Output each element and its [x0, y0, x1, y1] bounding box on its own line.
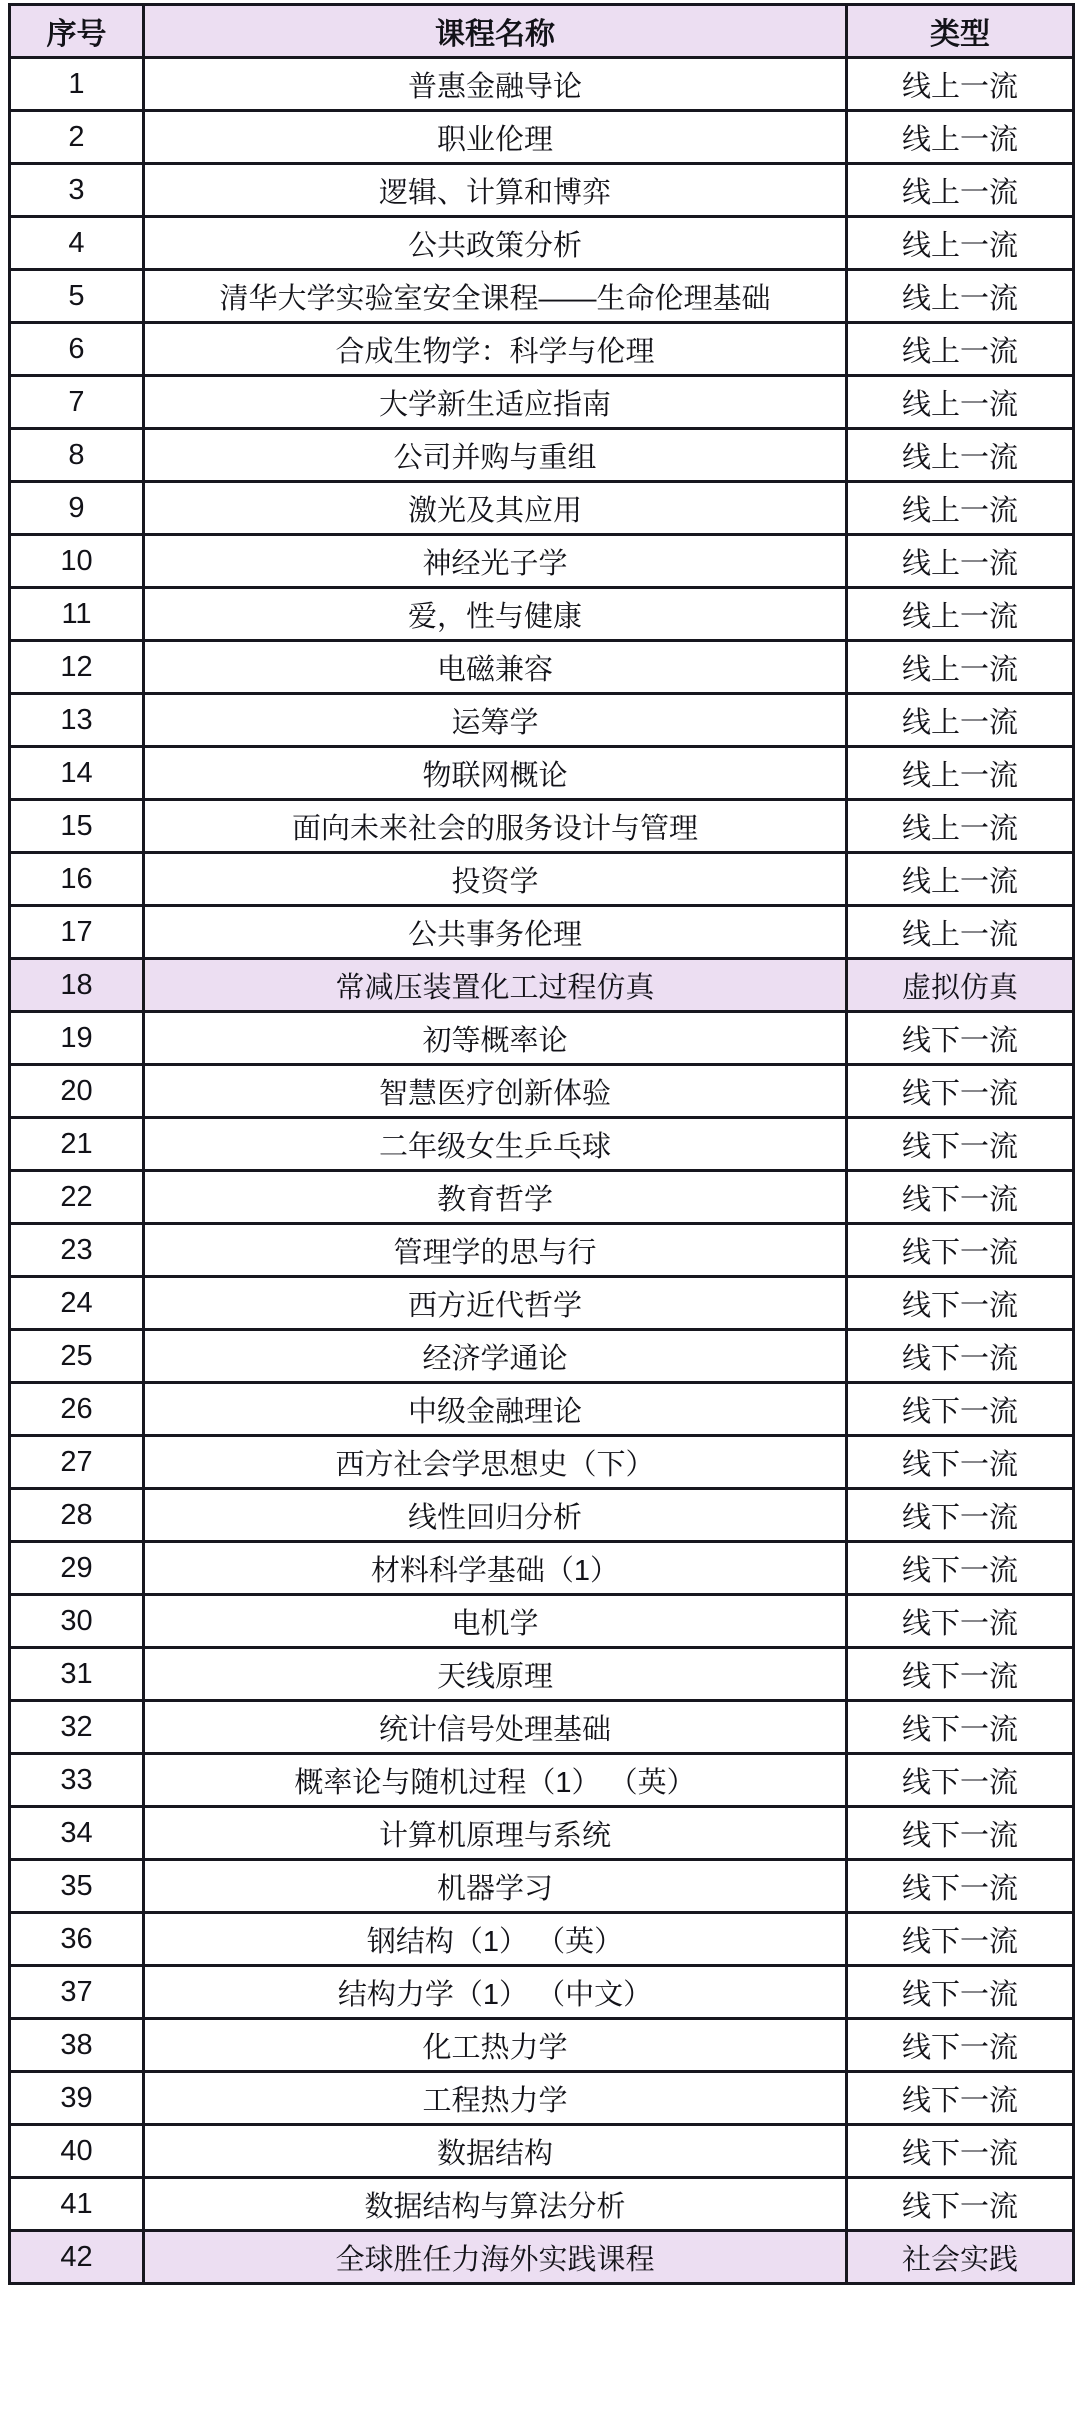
- cell-no: 39: [10, 2072, 144, 2125]
- cell-no: 32: [10, 1701, 144, 1754]
- cell-name: 钢结构（1） （英）: [144, 1913, 847, 1966]
- cell-name: 中级金融理论: [144, 1383, 847, 1436]
- table-row: [10, 1171, 1074, 1224]
- cell-name: 常减压装置化工过程仿真: [144, 959, 847, 1012]
- cell-no: 7: [10, 376, 144, 429]
- cell-type: 线上一流: [847, 800, 1074, 853]
- cell-type: 线上一流: [847, 747, 1074, 800]
- cell-type: 线上一流: [847, 482, 1074, 535]
- cell-no: 20: [10, 1065, 144, 1118]
- cell-name: 智慧医疗创新体验: [144, 1065, 847, 1118]
- cell-type: 线下一流: [847, 1860, 1074, 1913]
- cell-type: 线下一流: [847, 2178, 1074, 2231]
- cell-type: 线下一流: [847, 1648, 1074, 1701]
- table-row: [10, 270, 1074, 323]
- table-row: [10, 1595, 1074, 1648]
- cell-name: 计算机原理与系统: [144, 1807, 847, 1860]
- cell-type: 线下一流: [847, 1966, 1074, 2019]
- table-row: [10, 1330, 1074, 1383]
- cell-type: 线上一流: [847, 164, 1074, 217]
- cell-no: 27: [10, 1436, 144, 1489]
- cell-no: 16: [10, 853, 144, 906]
- cell-type: 线下一流: [847, 2019, 1074, 2072]
- cell-name: 普惠金融导论: [144, 58, 847, 111]
- cell-name: 合成生物学：科学与伦理: [144, 323, 847, 376]
- cell-name: 清华大学实验室安全课程——生命伦理基础: [144, 270, 847, 323]
- cell-no: 34: [10, 1807, 144, 1860]
- cell-type: 线上一流: [847, 323, 1074, 376]
- cell-no: 17: [10, 906, 144, 959]
- cell-no: 21: [10, 1118, 144, 1171]
- cell-no: 40: [10, 2125, 144, 2178]
- cell-no: 22: [10, 1171, 144, 1224]
- cell-no: 33: [10, 1754, 144, 1807]
- cell-name: 天线原理: [144, 1648, 847, 1701]
- cell-type: 线下一流: [847, 1065, 1074, 1118]
- cell-type: 线下一流: [847, 1436, 1074, 1489]
- table-row: [10, 482, 1074, 535]
- table-row: [10, 1913, 1074, 1966]
- table-row: [10, 323, 1074, 376]
- table-row: [10, 747, 1074, 800]
- cell-no: 26: [10, 1383, 144, 1436]
- cell-name: 管理学的思与行: [144, 1224, 847, 1277]
- table-row: [10, 1277, 1074, 1330]
- cell-name: 数据结构与算法分析: [144, 2178, 847, 2231]
- cell-type: 线上一流: [847, 270, 1074, 323]
- table-row: [10, 641, 1074, 694]
- cell-name: 线性回归分析: [144, 1489, 847, 1542]
- cell-no: 1: [10, 58, 144, 111]
- table-row: [10, 1118, 1074, 1171]
- table-row: [10, 2019, 1074, 2072]
- cell-no: 14: [10, 747, 144, 800]
- cell-no: 6: [10, 323, 144, 376]
- cell-type: 线下一流: [847, 1913, 1074, 1966]
- table-row: [10, 906, 1074, 959]
- table-row: [10, 1542, 1074, 1595]
- cell-name: 材料科学基础（1）: [144, 1542, 847, 1595]
- table-row: [10, 1224, 1074, 1277]
- cell-name: 公司并购与重组: [144, 429, 847, 482]
- cell-no: 42: [10, 2231, 144, 2284]
- table-row: [10, 588, 1074, 641]
- cell-type: 线上一流: [847, 111, 1074, 164]
- cell-name: 化工热力学: [144, 2019, 847, 2072]
- cell-name: 物联网概论: [144, 747, 847, 800]
- cell-type: 线上一流: [847, 376, 1074, 429]
- cell-no: 36: [10, 1913, 144, 1966]
- course-table: [8, 3, 1075, 2285]
- cell-type: 社会实践: [847, 2231, 1074, 2284]
- cell-name: 电机学: [144, 1595, 847, 1648]
- cell-type: 线上一流: [847, 588, 1074, 641]
- table-row: [10, 1436, 1074, 1489]
- cell-type: 线下一流: [847, 1542, 1074, 1595]
- cell-type: 线下一流: [847, 1754, 1074, 1807]
- cell-no: 31: [10, 1648, 144, 1701]
- table-row: [10, 1701, 1074, 1754]
- cell-name: 电磁兼容: [144, 641, 847, 694]
- table-row: [10, 800, 1074, 853]
- table-row: [10, 535, 1074, 588]
- cell-no: 30: [10, 1595, 144, 1648]
- cell-name: 公共政策分析: [144, 217, 847, 270]
- table-header-row: [10, 5, 1074, 58]
- header-cell-type: 类型: [847, 5, 1074, 58]
- cell-no: 3: [10, 164, 144, 217]
- cell-no: 38: [10, 2019, 144, 2072]
- cell-name: 大学新生适应指南: [144, 376, 847, 429]
- cell-type: 线上一流: [847, 217, 1074, 270]
- cell-type: 线下一流: [847, 1330, 1074, 1383]
- cell-name: 结构力学（1） （中文）: [144, 1966, 847, 2019]
- cell-name: 公共事务伦理: [144, 906, 847, 959]
- cell-type: 线下一流: [847, 1807, 1074, 1860]
- table-row: [10, 853, 1074, 906]
- cell-name: 经济学通论: [144, 1330, 847, 1383]
- table-row: [10, 1807, 1074, 1860]
- cell-type: 线下一流: [847, 1595, 1074, 1648]
- cell-no: 19: [10, 1012, 144, 1065]
- cell-type: 线下一流: [847, 1701, 1074, 1754]
- cell-type: 线下一流: [847, 1012, 1074, 1065]
- cell-name: 工程热力学: [144, 2072, 847, 2125]
- cell-type: 线下一流: [847, 2125, 1074, 2178]
- cell-name: 西方社会学思想史（下）: [144, 1436, 847, 1489]
- table-row: [10, 1648, 1074, 1701]
- cell-name: 教育哲学: [144, 1171, 847, 1224]
- cell-no: 15: [10, 800, 144, 853]
- cell-type: 线下一流: [847, 1224, 1074, 1277]
- cell-no: 29: [10, 1542, 144, 1595]
- cell-type: 线下一流: [847, 1118, 1074, 1171]
- cell-type: 线上一流: [847, 535, 1074, 588]
- cell-name: 二年级女生乒乓球: [144, 1118, 847, 1171]
- cell-type: 线上一流: [847, 694, 1074, 747]
- cell-type: 线上一流: [847, 906, 1074, 959]
- table-row: [10, 1383, 1074, 1436]
- table-row: [10, 1860, 1074, 1913]
- table-row: [10, 376, 1074, 429]
- table-row: [10, 1754, 1074, 1807]
- table-row: [10, 2072, 1074, 2125]
- cell-name: 数据结构: [144, 2125, 847, 2178]
- cell-no: 10: [10, 535, 144, 588]
- cell-name: 运筹学: [144, 694, 847, 747]
- table-row: [10, 1065, 1074, 1118]
- header-cell-no: 序号: [10, 5, 144, 58]
- cell-no: 5: [10, 270, 144, 323]
- cell-no: 9: [10, 482, 144, 535]
- cell-name: 面向未来社会的服务设计与管理: [144, 800, 847, 853]
- table-row: [10, 2231, 1074, 2284]
- cell-no: 8: [10, 429, 144, 482]
- cell-type: 线上一流: [847, 853, 1074, 906]
- cell-no: 13: [10, 694, 144, 747]
- table-row: [10, 1489, 1074, 1542]
- table-row: [10, 1966, 1074, 2019]
- cell-name: 投资学: [144, 853, 847, 906]
- cell-no: 4: [10, 217, 144, 270]
- cell-no: 35: [10, 1860, 144, 1913]
- cell-name: 全球胜任力海外实践课程: [144, 2231, 847, 2284]
- cell-no: 37: [10, 1966, 144, 2019]
- cell-name: 初等概率论: [144, 1012, 847, 1065]
- cell-name: 神经光子学: [144, 535, 847, 588]
- cell-no: 18: [10, 959, 144, 1012]
- cell-name: 机器学习: [144, 1860, 847, 1913]
- table-row: [10, 429, 1074, 482]
- cell-no: 24: [10, 1277, 144, 1330]
- cell-name: 职业伦理: [144, 111, 847, 164]
- cell-name: 概率论与随机过程（1） （英）: [144, 1754, 847, 1807]
- cell-no: 2: [10, 111, 144, 164]
- cell-no: 28: [10, 1489, 144, 1542]
- cell-name: 逻辑、计算和博弈: [144, 164, 847, 217]
- table-row: [10, 694, 1074, 747]
- cell-type: 线下一流: [847, 1277, 1074, 1330]
- table-row: [10, 2178, 1074, 2231]
- course-table-body: [10, 58, 1074, 2284]
- cell-type: 线上一流: [847, 641, 1074, 694]
- cell-type: 线下一流: [847, 1171, 1074, 1224]
- cell-no: 25: [10, 1330, 144, 1383]
- cell-type: 线上一流: [847, 429, 1074, 482]
- table-row: [10, 1012, 1074, 1065]
- cell-name: 激光及其应用: [144, 482, 847, 535]
- table-row: [10, 2125, 1074, 2178]
- cell-name: 爱，性与健康: [144, 588, 847, 641]
- header-cell-name: 课程名称: [144, 5, 847, 58]
- cell-type: 线下一流: [847, 2072, 1074, 2125]
- cell-type: 线下一流: [847, 1383, 1074, 1436]
- cell-no: 41: [10, 2178, 144, 2231]
- cell-name: 统计信号处理基础: [144, 1701, 847, 1754]
- table-row: [10, 111, 1074, 164]
- cell-no: 11: [10, 588, 144, 641]
- table-row: [10, 164, 1074, 217]
- cell-no: 12: [10, 641, 144, 694]
- cell-type: 虚拟仿真: [847, 959, 1074, 1012]
- table-row: [10, 58, 1074, 111]
- cell-type: 线下一流: [847, 1489, 1074, 1542]
- table-row: [10, 217, 1074, 270]
- cell-no: 23: [10, 1224, 144, 1277]
- cell-type: 线上一流: [847, 58, 1074, 111]
- cell-name: 西方近代哲学: [144, 1277, 847, 1330]
- table-row: [10, 959, 1074, 1012]
